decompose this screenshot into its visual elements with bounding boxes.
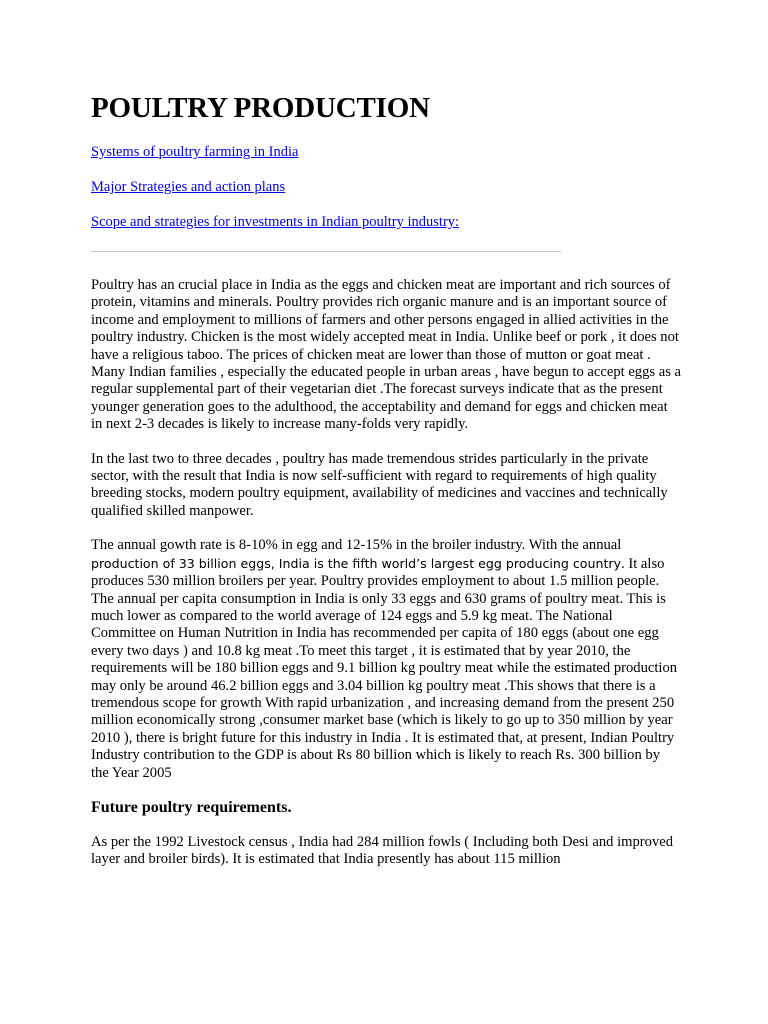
paragraph-growth-rate-part-1: The annual gowth rate is 8-10% in egg and 12-15% in the broiler industry. With the annual (91, 537, 622, 554)
link-major-strategies[interactable]: Major Strategies and action plans (91, 179, 286, 195)
paragraph-growth-rate-part-3: . It also produces 530 million broilers per year. Poultry provides employment to about 1.5 million people. The annual per capita consumption in India is only 33 eggs and 630 grams of poultry meat. This is much lower as compared to the world average of 124 eggs and 5.9 kg meat. The National Committee on Human Nutrition in India has recommended per capita of 180 eggs (about one egg every two days ) and 10.8 kg meat .To meet this target , it is estimated that by year 2010, the requirements will be 180 billion eggs and 9.1 billion kg poultry meat while the estimated production may only be around 46.2 billion eggs and 3.04 billion kg poultry meat .This shows that there is a tremendous scope for growth With rapid urbanization , and increasing demand from the present 250 million economically strong ,consumer market base (which is likely to go up to 350 million by year 2010 ), there is bright future for this industry in India . It is estimated that, at present, Indian Poultry Industry contribution to the GDP is about Rs 80 billion which is likely to reach Rs. 300 billion by the Year 2005 (91, 555, 678, 781)
document-page (91, 90, 681, 869)
page-title: POULTRY PRODUCTION (91, 92, 430, 124)
paragraph-progress: In the last two to three decades , poultry has made tremendous strides particularly in the private sector, with the result that India is now self-sufficient with regard to requirements of high quality breeding stocks, modern poultry equipment, availability of medicines and vaccines and technically qualified skilled manpower. (91, 450, 668, 519)
paragraph-growth-rate-part-2: production of 33 billion eggs, India is the fifth world’s largest egg producing country (91, 555, 622, 571)
horizontal-divider (91, 251, 561, 252)
link-scope-and-strategies[interactable]: Scope and strategies for investments in Indian poultry industry: (91, 214, 460, 230)
paragraph-livestock-census: As per the 1992 Livestock census , India had 284 million fowls ( Including both Desi and improved layer and broiler birds). It is estimated that India presently has about 115 million (91, 833, 674, 868)
paragraph-growth-rate (91, 537, 681, 782)
link-list (91, 144, 681, 231)
section-heading-future-requirements: Future poultry requirements. (91, 798, 292, 816)
paragraph-intro: Poultry has an crucial place in India as the eggs and chicken meat are important and rich sources of protein, vitamins and minerals. Poultry provides rich organic manure and is an important source of income and employment to millions of farmers and other persons engaged in allied activities in the poultry industry. Chicken is the most widely accepted meat in India. Unlike beef or pork , it does not have a religious taboo. The prices of chicken meat are lower than those of mutton or goat meat . Many Indian families , especially the educated people in urban areas , have begun to accept eggs as a regular supplemental part of their vegetarian diet .The forecast surveys indicate that as the present younger generation goes to the adulthood, the acceptability and demand for eggs and chicken meat in next 2-3 decades is likely to increase many-folds very rapidly. (91, 277, 681, 433)
link-systems-of-poultry-farming[interactable]: Systems of poultry farming in India (91, 144, 299, 160)
